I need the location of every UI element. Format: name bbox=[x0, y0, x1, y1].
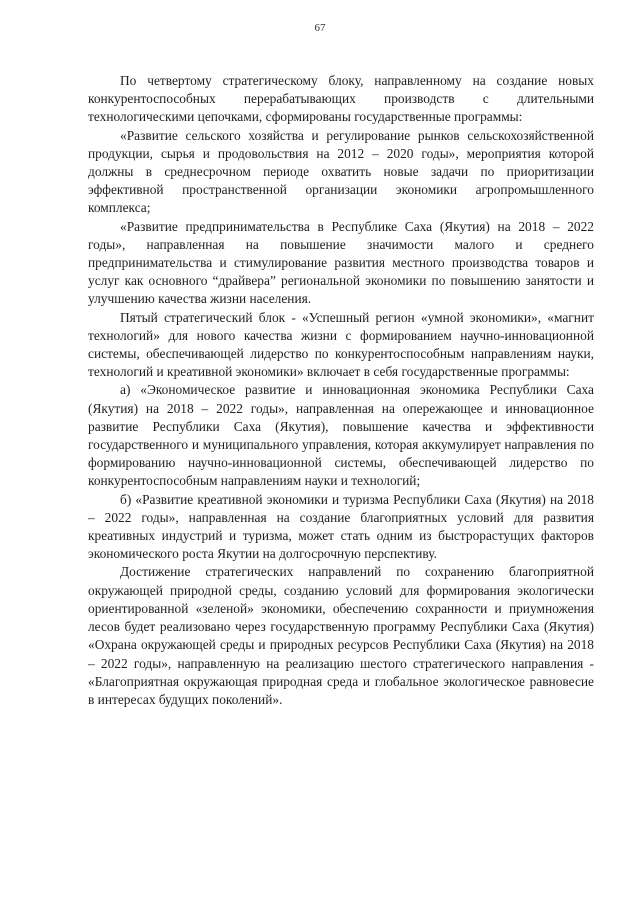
page-number: 67 bbox=[314, 22, 326, 34]
document-body bbox=[88, 72, 594, 709]
paragraph-item-a: а) «Экономическое развитие и инновационная экономика Республики Саха (Якутия) на 2018 – 2022 годы», направленная на опережающее и инновационное развитие Республики Саха (Якутия), повышение качества и эффективности государственного и муниципального управления, которая аккумулирует направления по формированию научно-инновационной системы, обеспечивающей лидерство по конкурентоспособным направлениям науки и технологий; bbox=[88, 382, 594, 489]
paragraph-environment: Достижение стратегических направлений по сохранению благоприятной окружающей природной среды, созданию условий для формирования экологически ориентированной «зеленой» экономики, обеспечению сохранности и приумножения лесов будет реализовано через государственную программу Республики Саха (Якутия) «Охрана окружающей среды и природных ресурсов Республики Саха (Якутия) на 2018 – 2022 годы», направленную на реализацию шестого стратегического направления - «Благоприятная окружающая природная среда и глобальное экологическое равновесие в интересах будущих поколений». bbox=[88, 564, 594, 707]
paragraph-item-b: б) «Развитие креативной экономики и туризма Республики Саха (Якутия) на 2018 – 2022 годы», направленная на создание благоприятных условий для развития креативных индустрий и туризма, может стать одним из быстрорастущих факторов экономического роста Якутии на долгосрочную перспективу. bbox=[88, 491, 594, 562]
paragraph-block-five-intro: Пятый стратегический блок - «Успешный регион «умной экономики», «магнит технологий» для нового качества жизни с формированием научно-инновационной системы, обеспечивающей лидерство по конкурентоспособным направлениям науки, технологий и креативной экономики» включает в себя государственные программы: bbox=[88, 309, 594, 380]
paragraph-block-four-intro: По четвертому стратегическому блоку, направленному на создание новых конкурентоспособных перерабатывающих производств с длительными технологическими цепочками, сформированы государственные программы: bbox=[88, 73, 594, 125]
paragraph-entrepreneurship-program: «Развитие предпринимательства в Республике Саха (Якутия) на 2018 – 2022 годы», направленная на повышение значимости малого и среднего предпринимательства и стимулирование развития местного производства товаров и услуг как основного “драйвера” региональной экономики по повышению занятости и улучшению качества жизни населения. bbox=[88, 218, 594, 307]
paragraph-agriculture-program: «Развитие сельского хозяйства и регулирование рынков сельскохозяйственной продукции, сырья и продовольствия на 2012 – 2020 годы», мероприятия которой должны в среднесрочном периоде охватить новые задачи по приоритизации эффективной пространственной организации экономики агропромышленного комплекса; bbox=[88, 127, 594, 216]
